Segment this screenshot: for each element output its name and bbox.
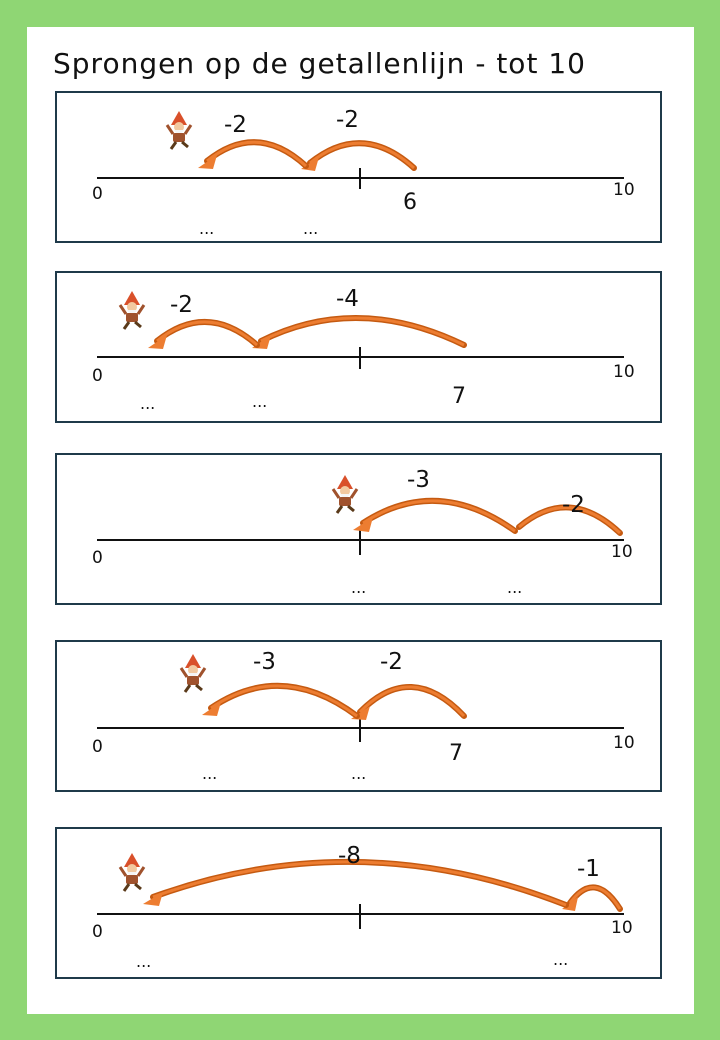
- answer-blank[interactable]: ...: [351, 764, 367, 783]
- arc-arrow-icon: [351, 687, 464, 720]
- answer-blank[interactable]: ...: [140, 394, 156, 413]
- given-number: 7: [449, 741, 463, 766]
- end-label: 10: [613, 733, 635, 753]
- jumping-gnome-icon: [120, 853, 144, 891]
- start-label: 0: [92, 922, 103, 942]
- exercise-3: [55, 453, 662, 605]
- arc-arrow-icon: [301, 143, 414, 171]
- exercise-2: [55, 271, 662, 423]
- start-label: 0: [92, 548, 103, 568]
- jump-label: -4: [336, 286, 359, 312]
- jumping-gnome-icon: [120, 291, 144, 329]
- jump-label: -2: [336, 107, 359, 133]
- exercise-5: [55, 827, 662, 979]
- arc-arrow-icon: [202, 686, 357, 716]
- jump-label: -2: [224, 112, 247, 138]
- page-title: Sprongen op de getallenlijn - tot 10: [53, 47, 586, 80]
- jump-label: -1: [577, 856, 600, 882]
- answer-blank[interactable]: ...: [507, 578, 523, 597]
- end-label: 10: [611, 918, 633, 938]
- answer-blank[interactable]: ...: [202, 764, 218, 783]
- arc-arrow-icon: [148, 322, 257, 349]
- start-label: 0: [92, 366, 103, 386]
- exercise-4: [55, 640, 662, 792]
- jumping-gnome-icon: [333, 475, 357, 513]
- jumping-gnome-icon: [181, 654, 205, 692]
- jumping-gnome-icon: [167, 111, 191, 149]
- answer-blank[interactable]: ...: [553, 950, 569, 969]
- end-label: 10: [613, 180, 635, 200]
- start-label: 0: [92, 184, 103, 204]
- jump-label: -3: [253, 649, 276, 675]
- answer-blank[interactable]: ...: [199, 219, 215, 238]
- jump-label: -2: [562, 492, 585, 518]
- jump-label: -2: [380, 649, 403, 675]
- arc-arrow-icon: [353, 501, 515, 532]
- start-label: 0: [92, 737, 103, 757]
- exercise-1: [55, 91, 662, 243]
- answer-blank[interactable]: ...: [303, 219, 319, 238]
- arc-arrow-icon: [562, 887, 620, 911]
- arc-arrow-icon: [252, 318, 464, 349]
- end-label: 10: [611, 542, 633, 562]
- given-number: 6: [403, 190, 417, 215]
- answer-blank[interactable]: ...: [252, 392, 268, 411]
- worksheet: [27, 27, 694, 1014]
- given-number: 7: [452, 384, 466, 409]
- answer-blank[interactable]: ...: [136, 952, 152, 971]
- end-label: 10: [613, 362, 635, 382]
- jump-label: -2: [170, 292, 193, 318]
- answer-blank[interactable]: ...: [351, 578, 367, 597]
- jump-label: -3: [407, 467, 430, 493]
- jump-label: -8: [338, 843, 361, 869]
- arc-arrow-icon: [198, 142, 306, 169]
